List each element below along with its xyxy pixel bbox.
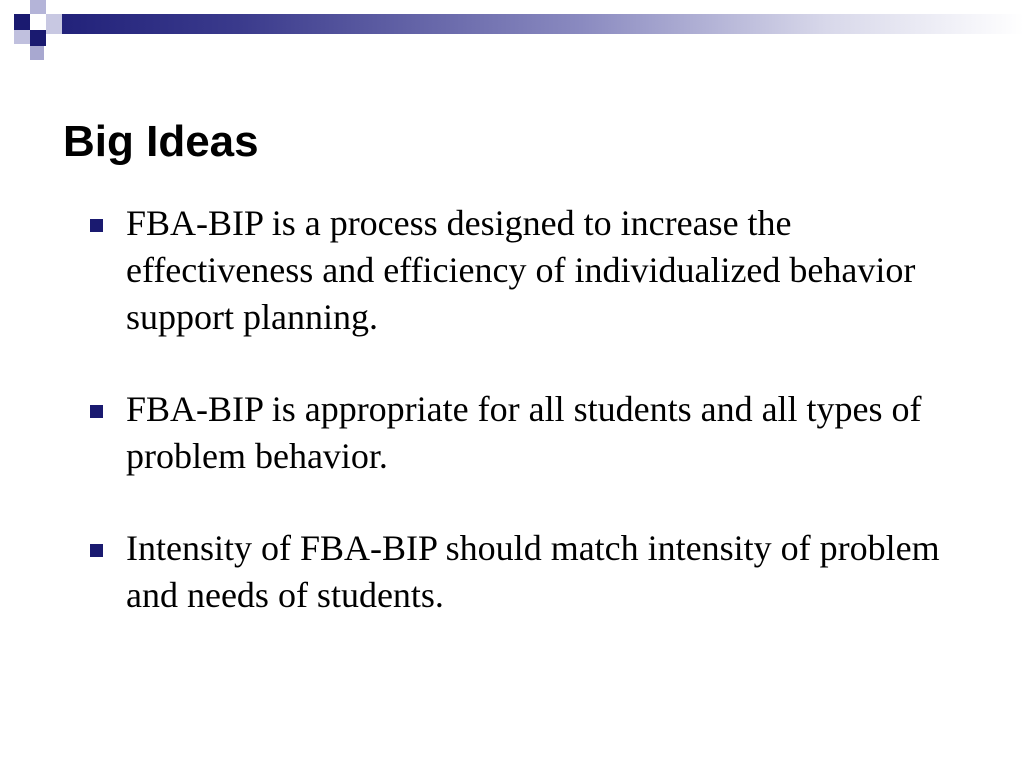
bullet-item	[90, 386, 960, 480]
bullet-text: FBA-BIP is appropriate for all students and all types of problem behavior.	[126, 389, 922, 476]
bullet-text: FBA-BIP is a process designed to increase the effectiveness and efficiency of individualized behavior support planning.	[126, 203, 916, 337]
square-bullet-icon	[90, 219, 103, 232]
decorative-square	[14, 14, 30, 30]
decorative-square	[30, 14, 46, 30]
header-gradient-bar	[40, 14, 1024, 34]
decorative-square	[30, 46, 44, 60]
bullet-item	[90, 200, 960, 341]
square-bullet-icon	[90, 405, 103, 418]
decorative-square	[30, 0, 46, 14]
bullet-text: Intensity of FBA-BIP should match intensity of problem and needs of students.	[126, 528, 940, 615]
square-bullet-icon	[90, 544, 103, 557]
bullet-list	[90, 200, 960, 664]
decorative-square	[46, 14, 62, 34]
slide-title: Big Ideas	[63, 117, 259, 166]
bullet-item	[90, 525, 960, 619]
decorative-square	[30, 30, 46, 46]
decorative-square	[14, 30, 30, 44]
